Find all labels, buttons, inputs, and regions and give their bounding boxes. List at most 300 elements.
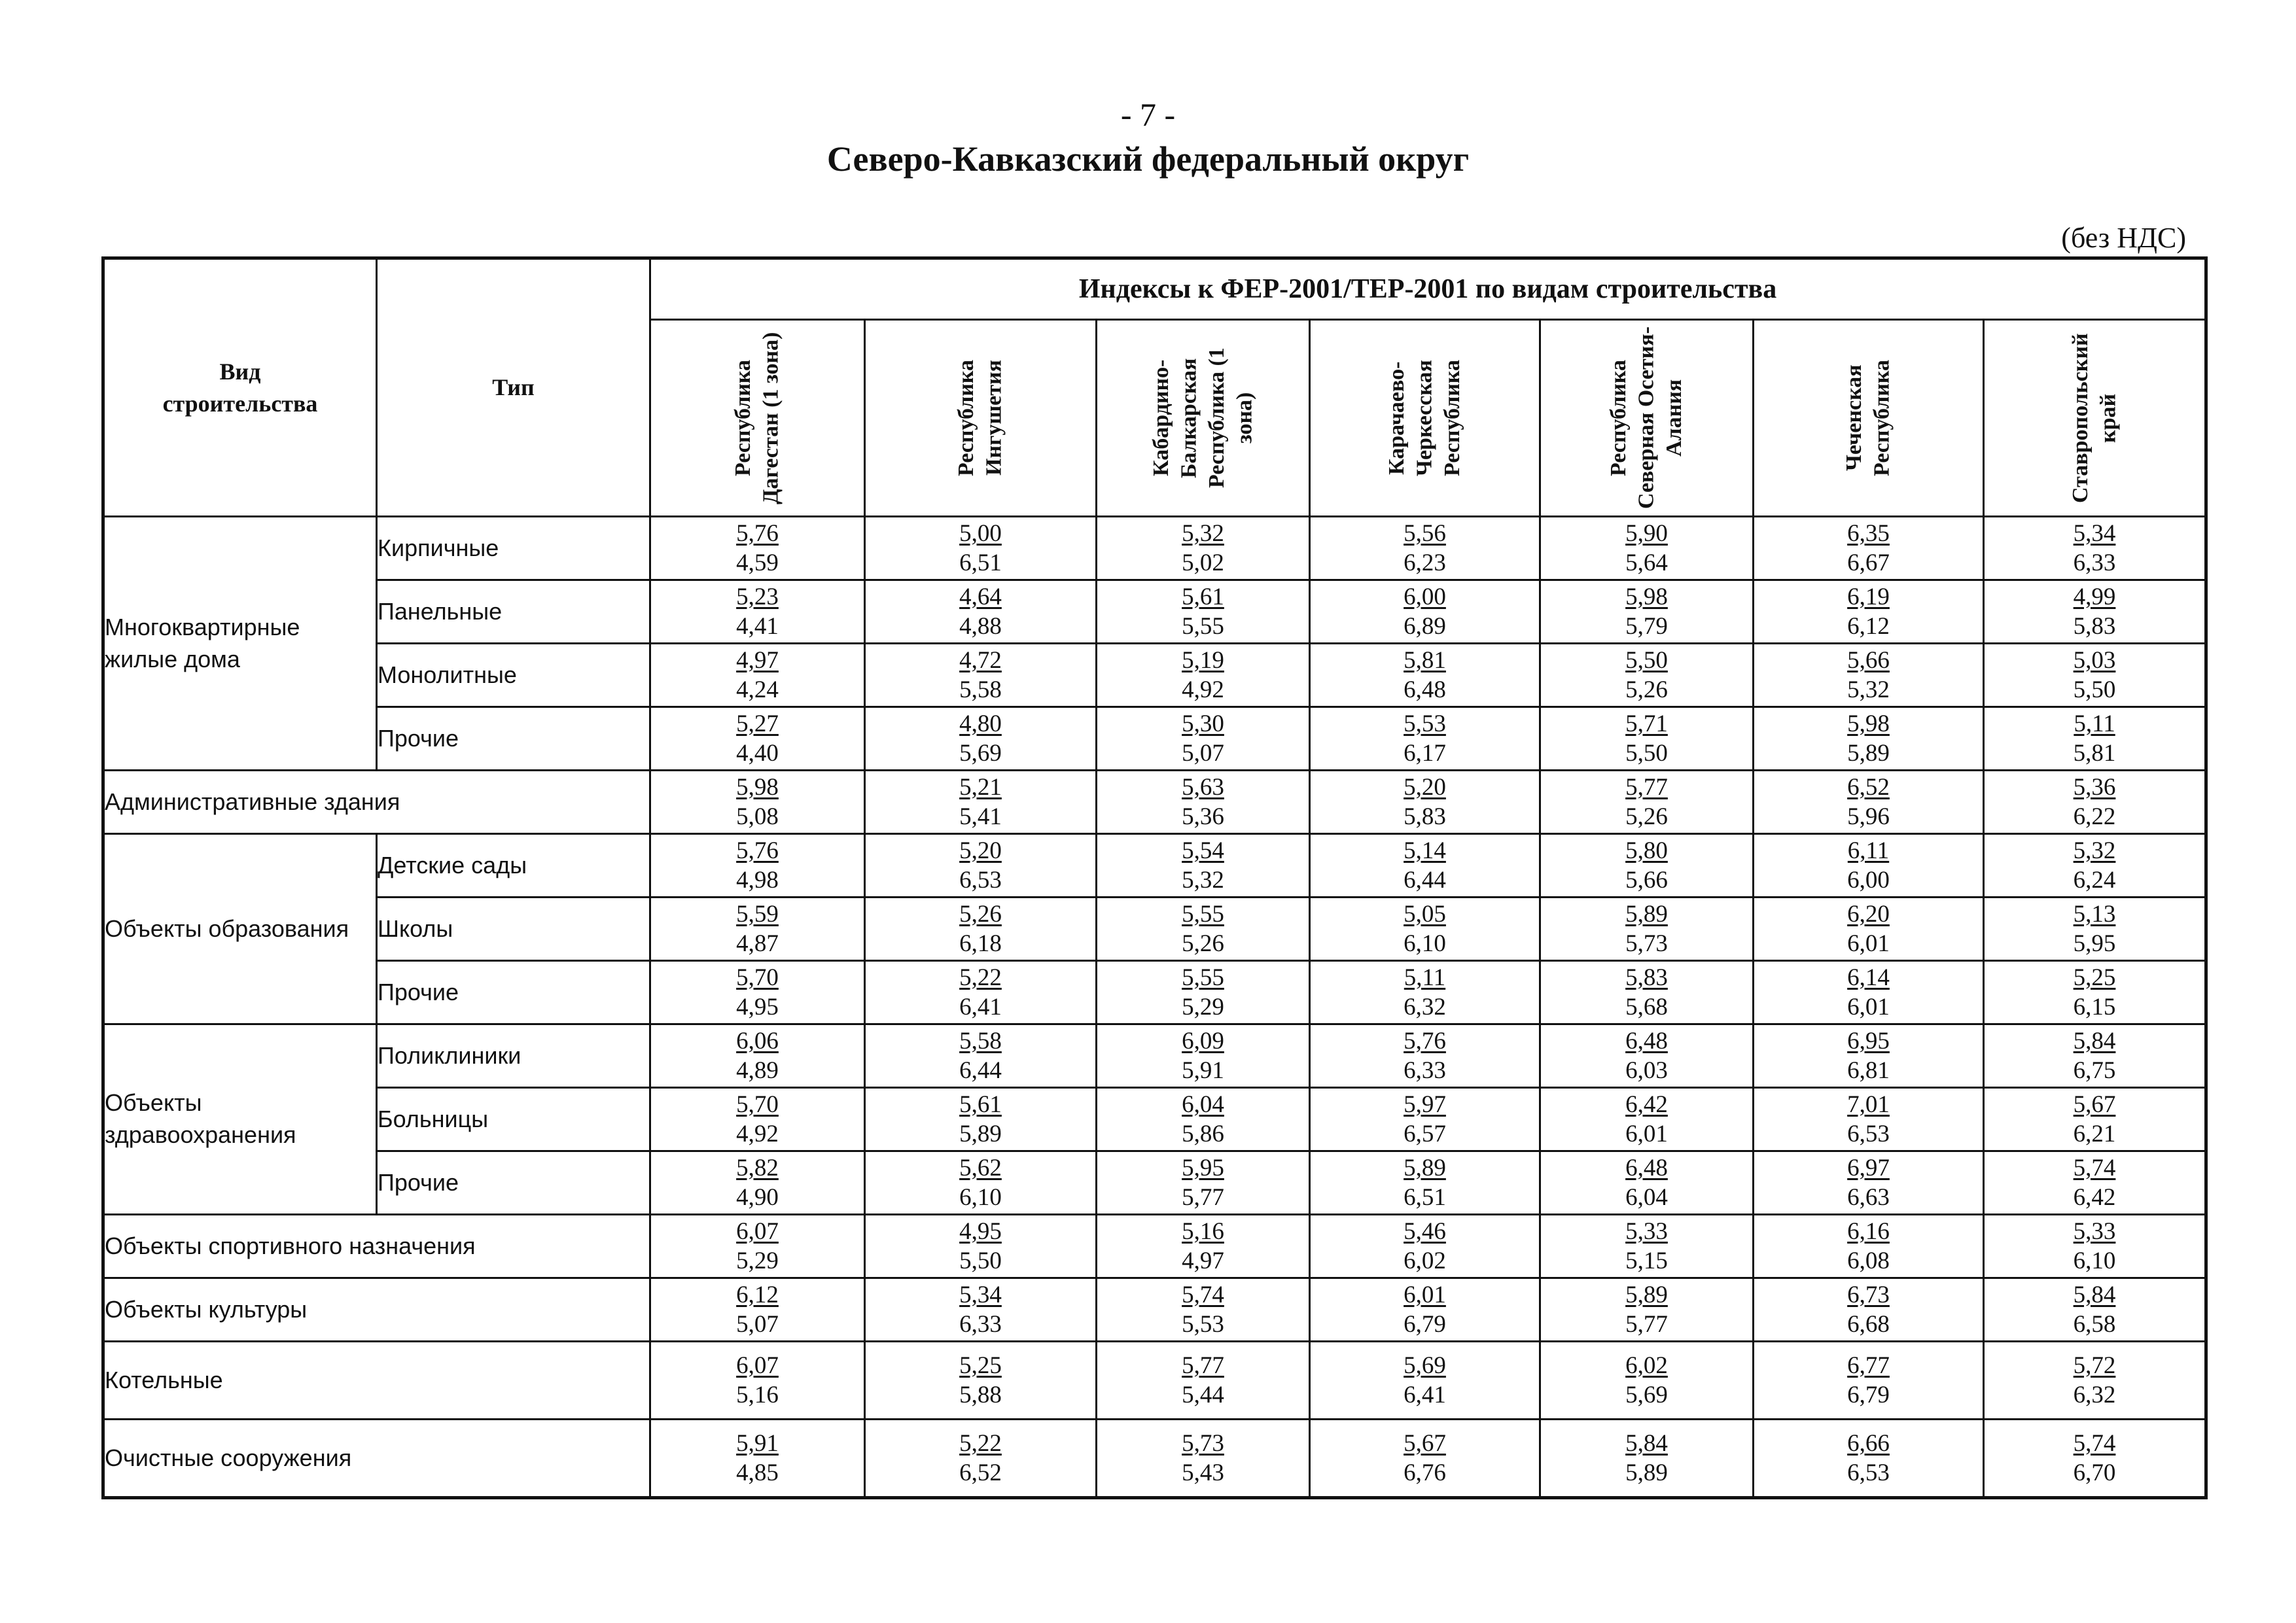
index-cell — [1310, 580, 1540, 644]
index-cell — [1310, 707, 1540, 771]
index-value-top: 5,55 — [1182, 901, 1224, 928]
index-value-bottom: 4,92 — [736, 1121, 779, 1147]
construction-type: Прочие — [377, 707, 650, 771]
index-value-top: 5,89 — [1625, 901, 1668, 928]
index-value-top: 5,90 — [1625, 520, 1668, 547]
index-cell — [865, 517, 1097, 580]
index-cell — [1097, 580, 1310, 644]
index-value-top: 5,72 — [2073, 1352, 2116, 1379]
region-label: Ставропольский край — [2068, 333, 2121, 503]
index-value-top: 5,63 — [1182, 774, 1224, 801]
index-cell — [650, 707, 865, 771]
region-label-wrap — [1541, 321, 1752, 515]
index-value-bottom: 5,83 — [2073, 613, 2116, 640]
construction-type: Кирпичные — [377, 517, 650, 580]
index-value-top: 5,98 — [736, 774, 779, 801]
index-value-bottom: 6,58 — [2073, 1311, 2116, 1338]
index-value-bottom: 5,95 — [2073, 930, 2116, 957]
index-value-top: 5,27 — [736, 710, 779, 737]
index-value-bottom: 4,98 — [736, 867, 779, 894]
index-cell — [1310, 1420, 1540, 1498]
index-value-bottom: 6,24 — [2073, 867, 2116, 894]
col-header-type-label: Тип — [492, 374, 535, 401]
index-cell — [1754, 1088, 1984, 1151]
region-label: Карачаево-Черкесская Республика — [1384, 360, 1464, 476]
index-value-top: 5,20 — [959, 837, 1002, 864]
table-row — [103, 707, 2206, 771]
index-cell — [1754, 771, 1984, 834]
index-cell — [1984, 644, 2206, 707]
index-value-bottom: 4,59 — [736, 550, 779, 576]
index-value-top: 6,48 — [1625, 1028, 1668, 1055]
index-cell — [1754, 1278, 1984, 1342]
table-row — [103, 1278, 2206, 1342]
index-value-top: 6,07 — [736, 1218, 779, 1245]
index-cell — [1754, 707, 1984, 771]
index-value-bottom: 5,55 — [1182, 613, 1224, 640]
index-value-bottom: 5,91 — [1182, 1057, 1224, 1084]
region-label: Республика Северная Осетия-Алания — [1606, 326, 1686, 510]
index-cell — [1540, 834, 1754, 898]
index-value-top: 6,14 — [1847, 964, 1890, 991]
index-cell — [1310, 1024, 1540, 1088]
index-value-top: 5,89 — [1404, 1155, 1446, 1181]
index-value-bottom: 6,32 — [2073, 1382, 2116, 1408]
index-value-bottom: 5,88 — [959, 1382, 1002, 1408]
index-cell — [650, 517, 865, 580]
index-cell — [1984, 1278, 2206, 1342]
index-value-top: 5,71 — [1625, 710, 1668, 737]
table-row — [103, 771, 2206, 834]
index-cell — [650, 1151, 865, 1215]
index-value-top: 5,20 — [1404, 774, 1446, 801]
index-value-bottom: 5,58 — [959, 676, 1002, 703]
index-value-top: 5,69 — [1404, 1352, 1446, 1379]
construction-type: Панельные — [377, 580, 650, 644]
index-value-bottom: 5,79 — [1625, 613, 1668, 640]
construction-type: Прочие — [377, 961, 650, 1024]
index-cell — [1310, 898, 1540, 961]
index-value-top: 5,50 — [1625, 647, 1668, 674]
index-value-bottom: 6,70 — [2073, 1459, 2116, 1486]
index-cell — [1310, 771, 1540, 834]
index-value-bottom: 4,95 — [736, 994, 779, 1021]
index-cell — [1310, 644, 1540, 707]
index-cell — [1540, 1088, 1754, 1151]
index-value-bottom: 5,89 — [1625, 1459, 1668, 1486]
index-cell — [1540, 517, 1754, 580]
col-header-region — [1097, 320, 1310, 517]
index-cell — [650, 1215, 865, 1278]
index-value-top: 5,56 — [1404, 520, 1446, 547]
index-value-bottom: 6,01 — [1847, 930, 1890, 957]
index-value-bottom: 4,89 — [736, 1057, 779, 1084]
vat-note: (без НДС) — [2061, 222, 2186, 254]
region-label: Кабардино-Балкарская Республика (1 зона) — [1148, 347, 1256, 489]
index-value-top: 5,73 — [1182, 1430, 1224, 1457]
index-value-bottom: 5,08 — [736, 803, 779, 830]
index-value-bottom: 6,33 — [959, 1311, 1002, 1338]
index-value-top: 7,01 — [1847, 1091, 1890, 1118]
col-header-region — [1754, 320, 1984, 517]
index-cell — [1540, 1420, 1754, 1498]
index-value-top: 6,12 — [736, 1282, 779, 1308]
index-value-top: 5,11 — [2074, 710, 2115, 737]
table-row — [103, 517, 2206, 580]
index-value-top: 6,09 — [1182, 1028, 1224, 1055]
index-value-bottom: 4,97 — [1182, 1248, 1224, 1274]
index-cell — [1984, 771, 2206, 834]
index-cell — [1097, 644, 1310, 707]
index-cell — [1540, 771, 1754, 834]
index-cell — [1310, 1342, 1540, 1420]
index-value-top: 5,22 — [959, 1430, 1002, 1457]
index-value-top: 5,74 — [2073, 1430, 2116, 1457]
index-value-top: 5,32 — [2073, 837, 2116, 864]
region-label-wrap — [651, 321, 864, 515]
index-value-bottom: 6,15 — [2073, 994, 2116, 1021]
index-value-top: 5,76 — [1404, 1028, 1446, 1055]
index-value-top: 6,01 — [1404, 1282, 1446, 1308]
index-cell — [1310, 517, 1540, 580]
index-cell — [865, 771, 1097, 834]
index-value-bottom: 6,21 — [2073, 1121, 2116, 1147]
index-value-top: 5,77 — [1182, 1352, 1224, 1379]
index-value-bottom: 5,16 — [736, 1382, 779, 1408]
construction-kind: Объекты спортивного назначения — [103, 1215, 650, 1278]
index-value-top: 5,19 — [1182, 647, 1224, 674]
table-row — [103, 961, 2206, 1024]
index-cell — [1540, 1215, 1754, 1278]
table-row — [103, 1215, 2206, 1278]
index-value-bottom: 4,85 — [736, 1459, 779, 1486]
index-cell — [650, 898, 865, 961]
index-cell — [1540, 707, 1754, 771]
index-value-bottom: 4,88 — [959, 613, 1002, 640]
index-cell — [1097, 517, 1310, 580]
index-cell — [1984, 1215, 2206, 1278]
index-value-top: 5,83 — [1625, 964, 1668, 991]
index-cell — [865, 1342, 1097, 1420]
index-cell — [1754, 1215, 1984, 1278]
col-header-type — [377, 258, 650, 517]
index-value-bottom: 6,42 — [2073, 1184, 2116, 1211]
index-value-top: 5,98 — [1625, 584, 1668, 610]
col-header-kind — [103, 258, 377, 517]
index-value-top: 5,76 — [736, 837, 779, 864]
index-value-top: 6,07 — [736, 1352, 779, 1379]
index-cell — [1310, 834, 1540, 898]
index-value-bottom: 6,48 — [1404, 676, 1446, 703]
index-value-bottom: 6,75 — [2073, 1057, 2116, 1084]
index-value-top: 5,89 — [1625, 1282, 1668, 1308]
index-value-top: 5,11 — [1404, 964, 1446, 991]
index-value-top: 5,95 — [1182, 1155, 1224, 1181]
region-label-wrap — [1985, 321, 2204, 515]
index-cell — [865, 1088, 1097, 1151]
index-cell — [1097, 1342, 1310, 1420]
index-value-top: 6,52 — [1847, 774, 1890, 801]
index-cell — [1984, 1151, 2206, 1215]
col-header-region — [1310, 320, 1540, 517]
construction-type: Детские сады — [377, 834, 650, 898]
index-value-top: 5,22 — [959, 964, 1002, 991]
index-value-top: 5,80 — [1625, 837, 1668, 864]
index-cell — [650, 580, 865, 644]
construction-type: Поликлиники — [377, 1024, 650, 1088]
index-cell — [1097, 771, 1310, 834]
index-cell — [1984, 580, 2206, 644]
index-cell — [650, 1420, 865, 1498]
index-value-bottom: 5,41 — [959, 803, 1002, 830]
index-value-top: 4,80 — [959, 710, 1002, 737]
index-value-top: 5,25 — [2073, 964, 2116, 991]
index-value-bottom: 5,50 — [959, 1248, 1002, 1274]
index-cell — [1097, 707, 1310, 771]
table-row — [103, 644, 2206, 707]
table-row — [103, 1151, 2206, 1215]
index-cell — [1754, 1024, 1984, 1088]
index-value-top: 5,74 — [2073, 1155, 2116, 1181]
index-value-bottom: 6,79 — [1847, 1382, 1890, 1408]
index-value-top: 6,11 — [1847, 837, 1890, 864]
index-value-top: 5,05 — [1404, 901, 1446, 928]
index-cell — [1984, 1024, 2206, 1088]
index-value-top: 5,59 — [736, 901, 779, 928]
index-cell — [650, 1024, 865, 1088]
index-table — [101, 256, 2208, 1499]
index-cell — [1754, 517, 1984, 580]
index-cell — [650, 834, 865, 898]
region-label: Чеченская Республика — [1842, 360, 1894, 476]
table-row — [103, 580, 2206, 644]
index-value-top: 5,61 — [959, 1091, 1002, 1118]
index-value-bottom: 6,04 — [1625, 1184, 1668, 1211]
index-cell — [1310, 1151, 1540, 1215]
index-value-top: 5,84 — [1625, 1430, 1668, 1457]
index-cell — [1754, 961, 1984, 1024]
index-value-bottom: 5,69 — [1625, 1382, 1668, 1408]
index-cell — [1097, 1420, 1310, 1498]
index-cell — [1984, 707, 2206, 771]
index-value-top: 5,16 — [1182, 1218, 1224, 1245]
index-value-bottom: 5,26 — [1182, 930, 1224, 957]
col-header-kind-label: Вид строительства — [162, 358, 318, 417]
construction-type: Прочие — [377, 1151, 650, 1215]
index-value-top: 5,21 — [959, 774, 1002, 801]
index-value-bottom: 6,53 — [1847, 1121, 1890, 1147]
index-value-bottom: 5,68 — [1625, 994, 1668, 1021]
index-value-bottom: 6,33 — [1404, 1057, 1446, 1084]
index-cell — [1310, 1278, 1540, 1342]
index-value-top: 6,06 — [736, 1028, 779, 1055]
index-value-top: 5,76 — [736, 520, 779, 547]
table-row — [103, 1342, 2206, 1420]
index-value-top: 5,46 — [1404, 1218, 1446, 1245]
index-value-top: 6,04 — [1182, 1091, 1224, 1118]
index-value-top: 5,30 — [1182, 710, 1224, 737]
index-value-bottom: 6,01 — [1625, 1121, 1668, 1147]
construction-type: Школы — [377, 898, 650, 961]
index-value-bottom: 5,44 — [1182, 1382, 1224, 1408]
index-cell — [865, 1420, 1097, 1498]
index-value-bottom: 6,18 — [959, 930, 1002, 957]
index-cell — [1540, 580, 1754, 644]
index-value-bottom: 5,64 — [1625, 550, 1668, 576]
index-cell — [1310, 961, 1540, 1024]
index-value-bottom: 6,63 — [1847, 1184, 1890, 1211]
index-value-bottom: 5,89 — [959, 1121, 1002, 1147]
page-number: - 7 - — [1120, 96, 1176, 133]
index-value-bottom: 4,87 — [736, 930, 779, 957]
index-value-top: 5,74 — [1182, 1282, 1224, 1308]
index-cell — [865, 644, 1097, 707]
index-value-bottom: 5,89 — [1847, 740, 1890, 767]
index-cell — [1754, 898, 1984, 961]
index-value-top: 6,02 — [1625, 1352, 1668, 1379]
index-cell — [1097, 898, 1310, 961]
table-row — [103, 898, 2206, 961]
index-cell — [1097, 1024, 1310, 1088]
index-value-bottom: 6,00 — [1847, 867, 1890, 894]
index-value-bottom: 5,86 — [1182, 1121, 1224, 1147]
index-value-top: 5,00 — [959, 520, 1002, 547]
index-cell — [650, 1278, 865, 1342]
construction-kind: Многоквартирные жилые дома — [103, 517, 377, 771]
index-value-top: 5,91 — [736, 1430, 779, 1457]
index-value-bottom: 6,57 — [1404, 1121, 1446, 1147]
index-value-top: 5,25 — [959, 1352, 1002, 1379]
index-value-bottom: 6,76 — [1404, 1459, 1446, 1486]
index-value-bottom: 5,15 — [1625, 1248, 1668, 1274]
col-header-region — [1984, 320, 2206, 517]
index-cell — [1097, 1088, 1310, 1151]
index-value-top: 5,98 — [1847, 710, 1890, 737]
construction-type: Монолитные — [377, 644, 650, 707]
index-value-bottom: 6,53 — [1847, 1459, 1890, 1486]
index-value-top: 5,54 — [1182, 837, 1224, 864]
index-cell — [1984, 1088, 2206, 1151]
index-value-top: 5,67 — [2073, 1091, 2116, 1118]
index-cell — [865, 898, 1097, 961]
index-value-bottom: 5,02 — [1182, 550, 1224, 576]
index-value-bottom: 5,73 — [1625, 930, 1668, 957]
index-cell — [1097, 1278, 1310, 1342]
region-label: Республика Ингушетия — [954, 360, 1006, 476]
index-cell — [1097, 834, 1310, 898]
index-cell — [1540, 961, 1754, 1024]
index-value-bottom: 5,43 — [1182, 1459, 1224, 1486]
col-header-region — [865, 320, 1097, 517]
index-value-bottom: 4,24 — [736, 676, 779, 703]
index-cell — [1754, 580, 1984, 644]
region-label-wrap — [1097, 321, 1309, 515]
index-value-bottom: 4,41 — [736, 613, 779, 640]
index-value-top: 5,03 — [2073, 647, 2116, 674]
index-value-bottom: 5,96 — [1847, 803, 1890, 830]
index-cell — [865, 1215, 1097, 1278]
index-value-bottom: 5,29 — [1182, 994, 1224, 1021]
index-value-top: 4,72 — [959, 647, 1002, 674]
index-value-top: 5,70 — [736, 1091, 779, 1118]
index-value-top: 6,20 — [1847, 901, 1890, 928]
region-label: Республика Дагестан (1 зона) — [731, 332, 783, 504]
construction-kind: Объекты здравоохранения — [103, 1024, 377, 1215]
index-cell — [1540, 898, 1754, 961]
index-value-top: 6,19 — [1847, 584, 1890, 610]
index-value-bottom: 6,10 — [2073, 1248, 2116, 1274]
index-cell — [1310, 1215, 1540, 1278]
index-cell — [650, 1342, 865, 1420]
index-cell — [865, 1024, 1097, 1088]
index-value-top: 5,53 — [1404, 710, 1446, 737]
index-cell — [650, 1088, 865, 1151]
index-value-top: 6,42 — [1625, 1091, 1668, 1118]
index-value-top: 6,73 — [1847, 1282, 1890, 1308]
index-value-top: 5,34 — [959, 1282, 1002, 1308]
index-cell — [650, 771, 865, 834]
index-value-bottom: 6,01 — [1847, 994, 1890, 1021]
index-cell — [1984, 898, 2206, 961]
index-value-top: 5,23 — [736, 584, 779, 610]
index-cell — [1310, 1088, 1540, 1151]
index-value-top: 5,62 — [959, 1155, 1002, 1181]
index-value-top: 5,14 — [1404, 837, 1446, 864]
index-value-top: 6,35 — [1847, 520, 1890, 547]
index-cell — [1097, 961, 1310, 1024]
index-cell — [1754, 834, 1984, 898]
index-value-bottom: 6,10 — [1404, 930, 1446, 957]
table-body — [103, 517, 2206, 1498]
index-value-bottom: 5,32 — [1847, 676, 1890, 703]
construction-kind: Объекты образования — [103, 834, 377, 1024]
index-cell — [865, 580, 1097, 644]
index-cell — [1754, 644, 1984, 707]
construction-kind: Административные здания — [103, 771, 650, 834]
index-value-bottom: 6,32 — [1404, 994, 1446, 1021]
index-value-bottom: 5,07 — [736, 1311, 779, 1338]
index-cell — [650, 644, 865, 707]
index-value-bottom: 6,17 — [1404, 740, 1446, 767]
index-value-bottom: 6,02 — [1404, 1248, 1446, 1274]
index-value-top: 5,61 — [1182, 584, 1224, 610]
index-value-bottom: 6,44 — [1404, 867, 1446, 894]
index-value-bottom: 6,44 — [959, 1057, 1002, 1084]
index-value-top: 5,34 — [2073, 520, 2116, 547]
index-value-bottom: 6,33 — [2073, 550, 2116, 576]
index-value-top: 6,77 — [1847, 1352, 1890, 1379]
index-value-top: 4,95 — [959, 1218, 1002, 1245]
index-value-bottom: 6,52 — [959, 1459, 1002, 1486]
index-value-top: 4,64 — [959, 584, 1002, 610]
index-cell — [1754, 1151, 1984, 1215]
index-cell — [865, 834, 1097, 898]
index-cell — [650, 961, 865, 1024]
index-value-top: 6,00 — [1404, 584, 1446, 610]
index-cell — [1540, 1024, 1754, 1088]
index-value-top: 5,84 — [2073, 1028, 2116, 1055]
index-cell — [1097, 1215, 1310, 1278]
index-value-bottom: 6,81 — [1847, 1057, 1890, 1084]
index-value-bottom: 5,81 — [2073, 740, 2116, 767]
index-cell — [1984, 1342, 2206, 1420]
index-cell — [1754, 1420, 1984, 1498]
construction-kind: Очистные сооружения — [103, 1420, 650, 1498]
index-value-bottom: 6,23 — [1404, 550, 1446, 576]
index-value-bottom: 6,68 — [1847, 1311, 1890, 1338]
index-value-bottom: 6,03 — [1625, 1057, 1668, 1084]
index-value-bottom: 6,51 — [1404, 1184, 1446, 1211]
